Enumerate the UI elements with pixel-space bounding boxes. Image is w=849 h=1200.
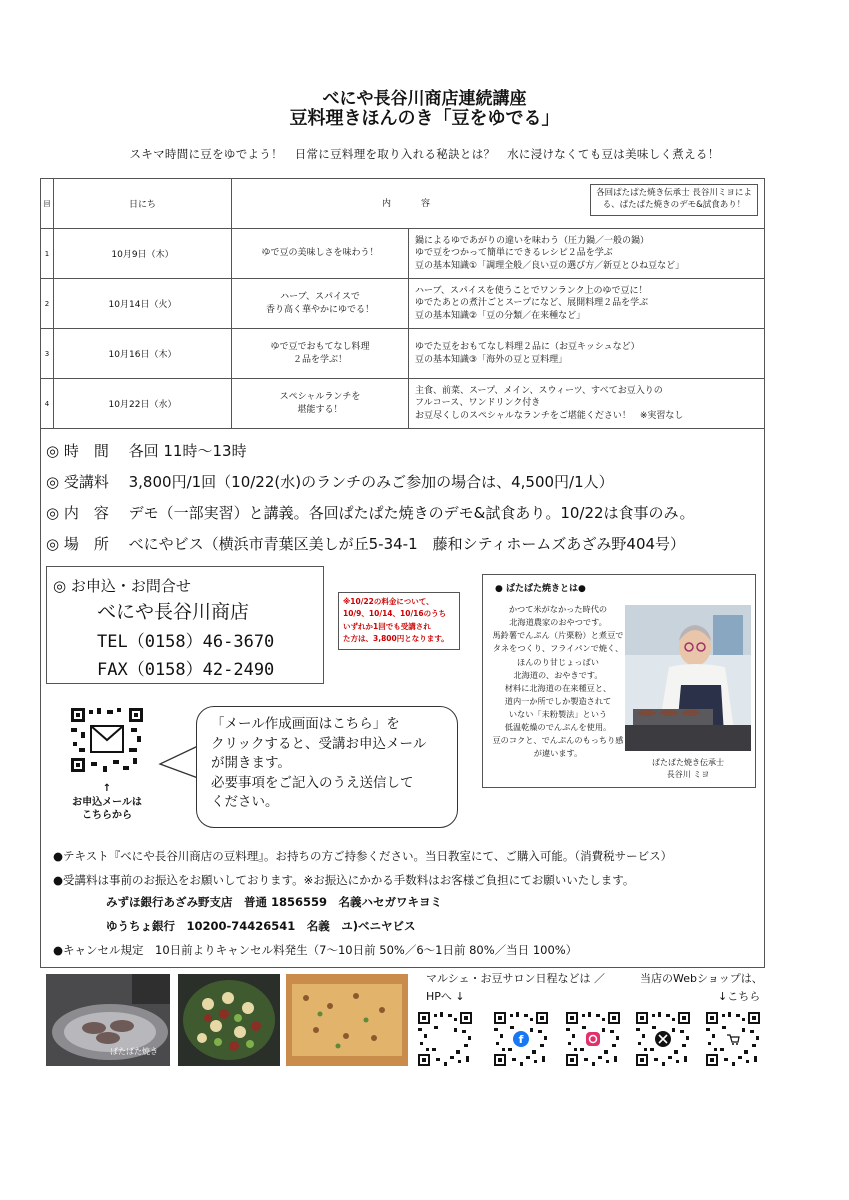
session-content [409, 329, 765, 379]
session-number: 3 [41, 329, 54, 379]
facebook-qr-code[interactable] [494, 1012, 548, 1066]
contact-box [46, 566, 324, 684]
svg-text:f: f [518, 1033, 524, 1046]
schedule-row [41, 229, 765, 279]
session-theme-line: 堪能する！ [297, 404, 343, 415]
session-date: 10月9日（木） [54, 229, 232, 279]
page-title-line2: 豆料理きほんのき「豆をゆでる」 [289, 108, 560, 129]
patapata-description-line: 豆のコクと、でんぷんのもっちり感 [492, 735, 624, 746]
contact-tel[interactable]: TEL（0158）46-3670 [97, 632, 275, 652]
patapata-description-line: 低温乾燥のでんぷんを使用。 [504, 722, 612, 733]
patapata-description-line: 材料に北海道の在来種豆と、 [504, 682, 612, 693]
session-content-line: 豆の基本知識②「豆の分類／在来種など」 [415, 310, 586, 321]
session-theme [232, 279, 409, 329]
info-time: ◎ 時 間 各回 11時～13時 [46, 442, 247, 460]
session-theme-line: ハーブ、スパイスで [280, 292, 360, 303]
session-theme-line: スペシャルランチを [279, 392, 361, 403]
patapata-description-line: かつて米がなかった時代の [508, 604, 608, 614]
session-theme [232, 379, 409, 429]
up-arrow-icon: ↑ [102, 783, 112, 794]
schedule-row [41, 329, 765, 379]
bubble-line: クリックすると、受講お申込メール [211, 735, 427, 752]
session-theme-line: ゆで豆の美味しさを味わう！ [261, 248, 379, 259]
price-note-line: た方は、3,800円となります。 [343, 634, 449, 644]
session-content-line: 主食、前菜、スープ、メイン、スウィーツ、すべてお豆入りの [415, 386, 663, 397]
textbook-note: ●テキスト『べにや長谷川商店の豆料理』。お持ちの方ご持参ください。当日教室にて、ご購入可能。（消費税サービス） [53, 849, 673, 863]
session-theme-line: ２品を学ぶ！ [292, 354, 347, 365]
session-content-line: 鍋によるゆであがりの違いを味わう（圧力鍋／一般の鍋） [415, 236, 650, 247]
bean-salad-illustration [178, 974, 280, 1066]
session-content-line: ゆで豆をつかって簡単にできるレシピ２品を学ぶ [415, 248, 613, 259]
session-theme-line: ゆで豆でおもてなし料理 [270, 342, 370, 353]
contact-heading: ◎ お申込・お問合せ [53, 577, 191, 595]
bubble-line: ください。 [211, 794, 279, 811]
subtitle: スキマ時間に豆をゆでよう！ 日常に豆料理を取り入れる秘訣とは？ 水に浸けなくても豆は美味しく煮える！ [129, 147, 720, 161]
marche-note: マルシェ・お豆サロン日程などは ／ [426, 972, 606, 985]
content-header-label: 内容 [382, 199, 461, 209]
session-content-line: お豆尽くしのスペシャルなランチをご堪能ください！ ※実習なし [415, 410, 684, 421]
x-qr-code[interactable] [636, 1012, 690, 1066]
session-content-line: フルコース、ワンドリンク付き [415, 398, 541, 409]
teacher-photo-illustration [625, 605, 751, 751]
page-title-line1: べにや長谷川商店連続講座 [322, 89, 527, 109]
contact-shop-name: べにや長谷川商店 [97, 601, 250, 623]
session-date: 10月22日（水） [54, 379, 232, 429]
session-number: 4 [41, 379, 54, 429]
col-date-header: 日にち [54, 179, 232, 229]
webshop-arrow-note: ↓こちら [718, 990, 761, 1003]
mail-caption [66, 782, 148, 823]
teacher-photo [625, 605, 751, 751]
patapata-description-line: 馬鈴薯でんぷん（片栗粉）と煮豆で [492, 630, 624, 641]
bank-account-yucho: ゆうちょ銀行 10200-74426541 名義 ユ)ベニヤビス [106, 919, 416, 933]
price-note-line: ※10/22の料金について、 [343, 597, 434, 606]
bank-account-mizuho: みずほ銀行あざみ野支店 普通 1856559 名義ハセガワキヨミ [106, 895, 443, 909]
session-content-line: 豆の基本知識①「調理全般／良い豆の選び方／新豆とひね豆など」 [415, 260, 685, 271]
price-note [338, 592, 460, 650]
session-content-line: 豆の基本知識③「海外の豆と豆料理」 [415, 354, 568, 365]
session-theme [232, 329, 409, 379]
payment-note: ●受講料は事前のお振込をお願いしております。※お振込にかかる手数料はお客様ご負担にてお願いいたします。 [53, 873, 635, 887]
price-note-line: いずれか1回でも受講され [343, 621, 431, 631]
contact-fax: FAX（0158）42-2490 [97, 660, 275, 680]
session-number: 1 [41, 229, 54, 279]
session-content-line: ゆでた豆をおもてなし料理２品に（お豆キッシュなど） [415, 342, 640, 353]
patapata-description-line: いない「未粉製法」という [508, 709, 608, 719]
speech-bubble-tail-icon [158, 742, 200, 782]
patapata-description-line: が違います。 [533, 748, 583, 759]
info-content: ◎ 内 容 デモ（一部実習）と講義。各回ぱたぱた焼きのデモ&試食あり。10/22は食事のみ。 [46, 504, 695, 522]
patapata-description-line: 道内一か所でしか製造されて [504, 695, 612, 706]
webshop-qr-code[interactable] [706, 1012, 760, 1066]
patapata-description-line: タネをつくり、フライパンで焼く、 [492, 643, 624, 654]
price-note-line: 10/9、10/14、10/16のうち [343, 609, 447, 619]
schedule-row [41, 379, 765, 429]
teacher-caption-line2: 長谷川 ミヨ [666, 770, 710, 779]
demo-note: 各回ぱたぱた焼き伝承士 長谷川ミヨによる、ぱたぱた焼きのデモ&試食あり！ [590, 184, 758, 216]
patapata-description-line: 北海道農家のおやつです。 [509, 617, 607, 628]
info-place: ◎ 場 所 べにやビス（横浜市青葉区美しが丘5-34-1 藤和シティホームズあざみ野404号） [46, 535, 686, 553]
session-content [409, 229, 765, 279]
col-content-header [232, 179, 765, 229]
instagram-icon [586, 1032, 600, 1046]
schedule-table [40, 178, 765, 429]
bubble-line: 「メール作成画面はこちら」を [211, 716, 400, 732]
patapata-cooking-photo [46, 974, 170, 1066]
hp-arrow-note: HPへ ↓ [426, 990, 465, 1003]
patapata-description-line: ほんのり甘じょっぱい [517, 656, 599, 667]
session-content [409, 279, 765, 329]
session-content-line: ゆでたあとの煮汁ごとスープになど、展開料理２品を学ぶ [415, 298, 649, 309]
mail-caption-line2: こちらから [82, 810, 132, 821]
session-theme-line: 香り高く華やかにゆでる！ [265, 304, 374, 315]
patapata-box [482, 574, 756, 788]
session-theme [232, 229, 409, 279]
homepage-qr-code[interactable] [418, 1012, 472, 1066]
bubble-line: が開きます。 [211, 755, 291, 772]
teacher-caption-line1: ぱたぱた焼き伝承士 [652, 758, 724, 767]
mail-instructions-bubble [196, 706, 458, 828]
session-date: 10月16日（木） [54, 329, 232, 379]
patapata-description-line: 北海道の、おやきです。 [513, 669, 603, 680]
session-content [409, 379, 765, 429]
schedule-row [41, 279, 765, 329]
instagram-qr-code[interactable] [566, 1012, 620, 1066]
photo-label: ぱたぱた焼き [110, 1047, 158, 1056]
teacher-caption [625, 757, 751, 781]
session-content-line: ハーブ、スパイスを使うことでワンランク上のゆで豆に！ [415, 286, 648, 297]
col-no-header: 回 [41, 179, 54, 229]
bubble-line: 必要事項をご記入のうえ送信して [211, 774, 414, 791]
session-number: 2 [41, 279, 54, 329]
cancel-policy: ●キャンセル規定 10日前よりキャンセル料発生（7～10日前 50%／6～1日前 80%／当日 100%） [53, 943, 578, 957]
patapata-description [483, 603, 633, 761]
mail-caption-line1: お申込メールは [72, 796, 142, 808]
mail-qr-code[interactable] [71, 708, 143, 772]
info-fee: ◎ 受講料 3,800円/1回（10/22(水)のランチのみご参加の場合は、4,500円/1人） [46, 473, 614, 491]
bean-salad-photo [178, 974, 280, 1066]
session-date: 10月14日（火） [54, 279, 232, 329]
patapata-title: ● ぱたぱた焼きとは● [495, 584, 586, 594]
webshop-note: 当店のWebショップは、 [640, 972, 763, 985]
quiche-photo [286, 974, 408, 1066]
quiche-illustration [286, 974, 408, 1066]
